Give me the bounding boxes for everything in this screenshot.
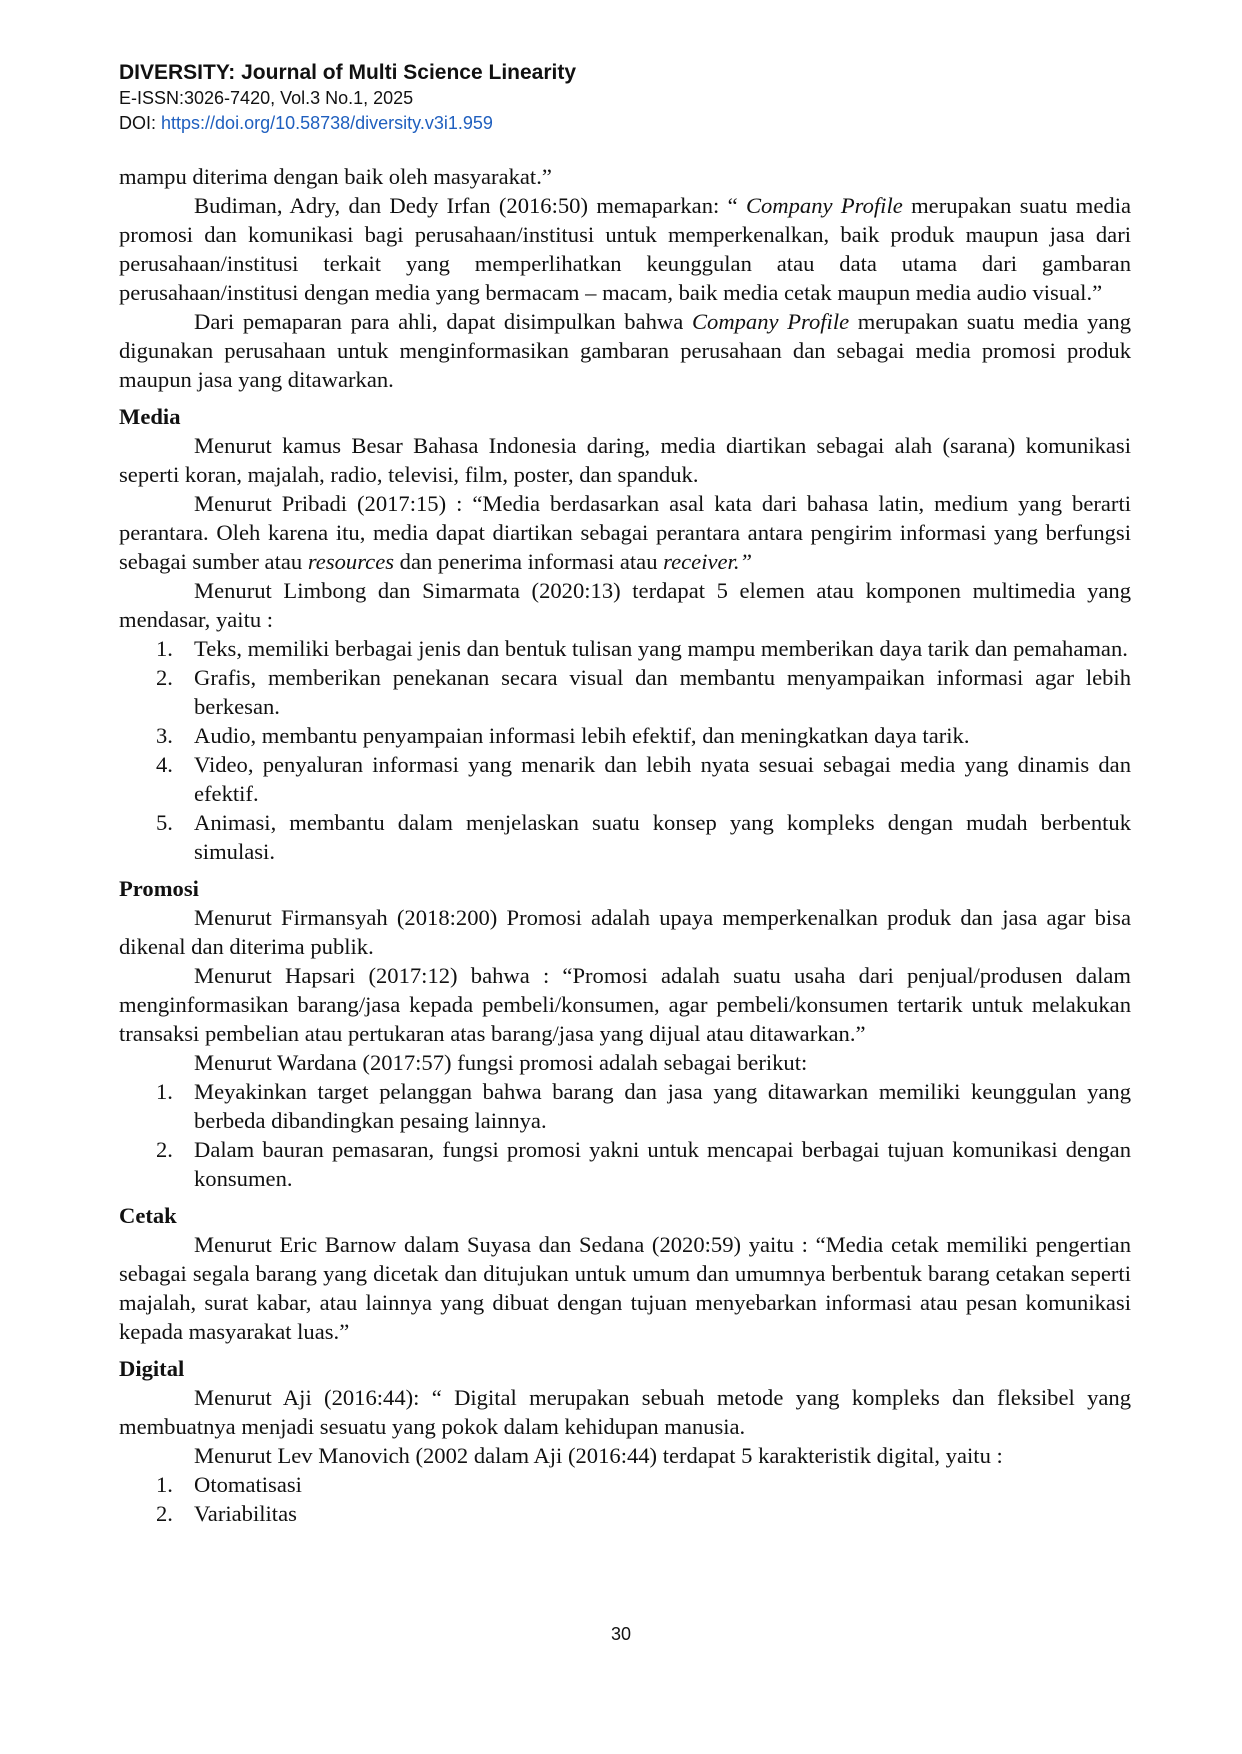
journal-issn: E-ISSN:3026-7420, Vol.3 No.1, 2025 xyxy=(119,88,414,108)
media-paragraph-limbong: Menurut Limbong dan Simarmata (2020:13) terdapat 5 elemen atau komponen multimedia yang mendasar, yaitu : xyxy=(119,578,1131,632)
text-run: merupakan suatu media promosi dan komunikasi bagi perusahaan/institusi untuk memperkenalkan, baik produk maupun jasa dari perusahaan/institusi terkait yang memperlihatkan keunggulan atau data utama dari gambaran perusahaan/institusi dengan media yang bermacam – macam, baik media cetak maupun media audio visual.” xyxy=(119,193,1131,305)
media-paragraph-pribadi xyxy=(119,489,1131,576)
list-text: Audio, membantu penyampaian informasi lebih efektif, dan meningkatkan daya tarik. xyxy=(194,723,970,748)
doi-label: DOI: xyxy=(119,113,162,133)
digital-characteristics-list xyxy=(119,1470,1131,1528)
list-number: 2. xyxy=(156,1501,173,1526)
list-item xyxy=(119,750,1131,808)
list-item xyxy=(119,721,1131,750)
promosi-paragraph-wardana: Menurut Wardana (2017:57) fungsi promosi adalah sebagai berikut: xyxy=(194,1050,808,1075)
journal-title: DIVERSITY: Journal of Multi Science Linearity xyxy=(119,61,577,84)
multimedia-elements-list xyxy=(119,634,1131,866)
journal-header xyxy=(119,60,576,136)
list-number: 2. xyxy=(156,1137,173,1162)
text-run: Dari pemaparan para ahli, dapat disimpulkan bahwa xyxy=(194,309,692,334)
text-run: merupakan suatu media yang digunakan perusahaan untuk menginformasikan gambaran perusahaan dan sebagai media promosi produk maupun jasa yang ditawarkan. xyxy=(119,309,1132,392)
list-item xyxy=(119,1077,1131,1135)
italic-term: resources xyxy=(307,549,395,574)
list-text: Otomatisasi xyxy=(194,1472,302,1497)
intro-paragraph-continued: mampu diterima dengan baik oleh masyarakat.” xyxy=(119,164,552,189)
list-text: Dalam bauran pemasaran, fungsi promosi yakni untuk mencapai berbagai tujuan komunikasi dengan konsumen. xyxy=(194,1137,1131,1191)
list-number: 5. xyxy=(156,810,173,835)
list-item xyxy=(119,634,1131,663)
section-heading-digital: Digital xyxy=(119,1356,185,1381)
intro-paragraph-summary xyxy=(119,307,1131,394)
italic-term: receiver.” xyxy=(663,549,753,574)
list-number: 4. xyxy=(156,752,173,777)
list-text: Animasi, membantu dalam menjelaskan suatu konsep yang kompleks dengan mudah berbentuk simulasi. xyxy=(194,810,1131,864)
section-heading-media: Media xyxy=(119,404,181,429)
digital-paragraph-manovich: Menurut Lev Manovich (2002 dalam Aji (2016:44) terdapat 5 karakteristik digital, yaitu : xyxy=(194,1443,1003,1468)
list-item xyxy=(119,1135,1131,1193)
list-item xyxy=(119,1499,1131,1528)
text-run: Budiman, Adry, dan Dedy Irfan (2016:50) memaparkan: “ xyxy=(194,193,746,218)
promosi-paragraph-hapsari: Menurut Hapsari (2017:12) bahwa : “Promosi adalah suatu usaha dari penjual/produsen dalam menginformasikan barang/jasa kepada pembeli/konsumen, agar pembeli/konsumen tertarik untuk melakukan transaksi pembelian atau pertukaran atas barang/jasa yang dijual atau ditawarkan.” xyxy=(119,963,1131,1046)
section-heading-cetak: Cetak xyxy=(119,1203,177,1228)
list-text: Meyakinkan target pelanggan bahwa barang dan jasa yang ditawarkan memiliki keunggulan yang berbeda dibandingkan pesaing lainnya. xyxy=(194,1079,1131,1133)
list-item xyxy=(119,1470,1131,1499)
list-text: Grafis, memberikan penekanan secara visual dan membantu menyampaikan informasi agar lebih berkesan. xyxy=(194,665,1131,719)
italic-term: Company Profile xyxy=(691,309,850,334)
list-number: 3. xyxy=(156,723,173,748)
list-text: Teks, memiliki berbagai jenis dan bentuk tulisan yang mampu memberikan daya tarik dan pemahaman. xyxy=(194,636,1128,661)
digital-paragraph-aji: Menurut Aji (2016:44): “ Digital merupakan sebuah metode yang kompleks dan fleksibel yang membuatnya menjadi sesuatu yang pokok dalam kehidupan manusia. xyxy=(119,1385,1131,1439)
cetak-paragraph-barnow: Menurut Eric Barnow dalam Suyasa dan Sedana (2020:59) yaitu : “Media cetak memiliki pengertian sebagai segala barang yang dicetak dan ditujukan untuk umum dan umumnya berbentuk barang cetakan seperti majalah, surat kabar, atau lainnya yang dibuat dengan tujuan menyebarkan informasi atau pesan komunikasi kepada masyarakat luas.” xyxy=(119,1232,1131,1344)
italic-term: Company Profile xyxy=(745,193,903,218)
journal-doi xyxy=(119,111,576,136)
text-run: dan penerima informasi atau xyxy=(394,549,664,574)
list-item xyxy=(119,663,1131,721)
text-run: Menurut Pribadi (2017:15) : “Media berdasarkan asal kata dari bahasa latin, medium yang berarti perantara. Oleh karena itu, media dapat diartikan sebagai perantara antara pengirim informasi yang berfungsi sebagai sumber atau xyxy=(119,491,1131,574)
promosi-functions-list xyxy=(119,1077,1131,1193)
list-number: 1. xyxy=(156,636,173,661)
list-number: 1. xyxy=(156,1079,173,1104)
page-number: 30 xyxy=(610,1624,632,1644)
list-text: Video, penyaluran informasi yang menarik dan lebih nyata sesuai sebagai media yang dinamis dan efektif. xyxy=(194,752,1131,806)
media-paragraph-kbbi: Menurut kamus Besar Bahasa Indonesia daring, media diartikan sebagai alah (sarana) komunikasi seperti koran, majalah, radio, televisi, film, poster, dan spanduk. xyxy=(119,433,1131,487)
list-item xyxy=(119,808,1131,866)
list-text: Variabilitas xyxy=(194,1501,297,1526)
promosi-paragraph-firmansyah: Menurut Firmansyah (2018:200) Promosi adalah upaya memperkenalkan produk dan jasa agar bisa dikenal dan diterima publik. xyxy=(119,905,1131,959)
doi-link[interactable]: https://doi.org/10.58738/diversity.v3i1.959 xyxy=(161,113,493,133)
section-heading-promosi: Promosi xyxy=(119,876,199,901)
list-number: 2. xyxy=(156,665,173,690)
document-body xyxy=(119,162,1131,1528)
list-number: 1. xyxy=(156,1472,173,1497)
intro-paragraph-budiman xyxy=(119,191,1131,307)
